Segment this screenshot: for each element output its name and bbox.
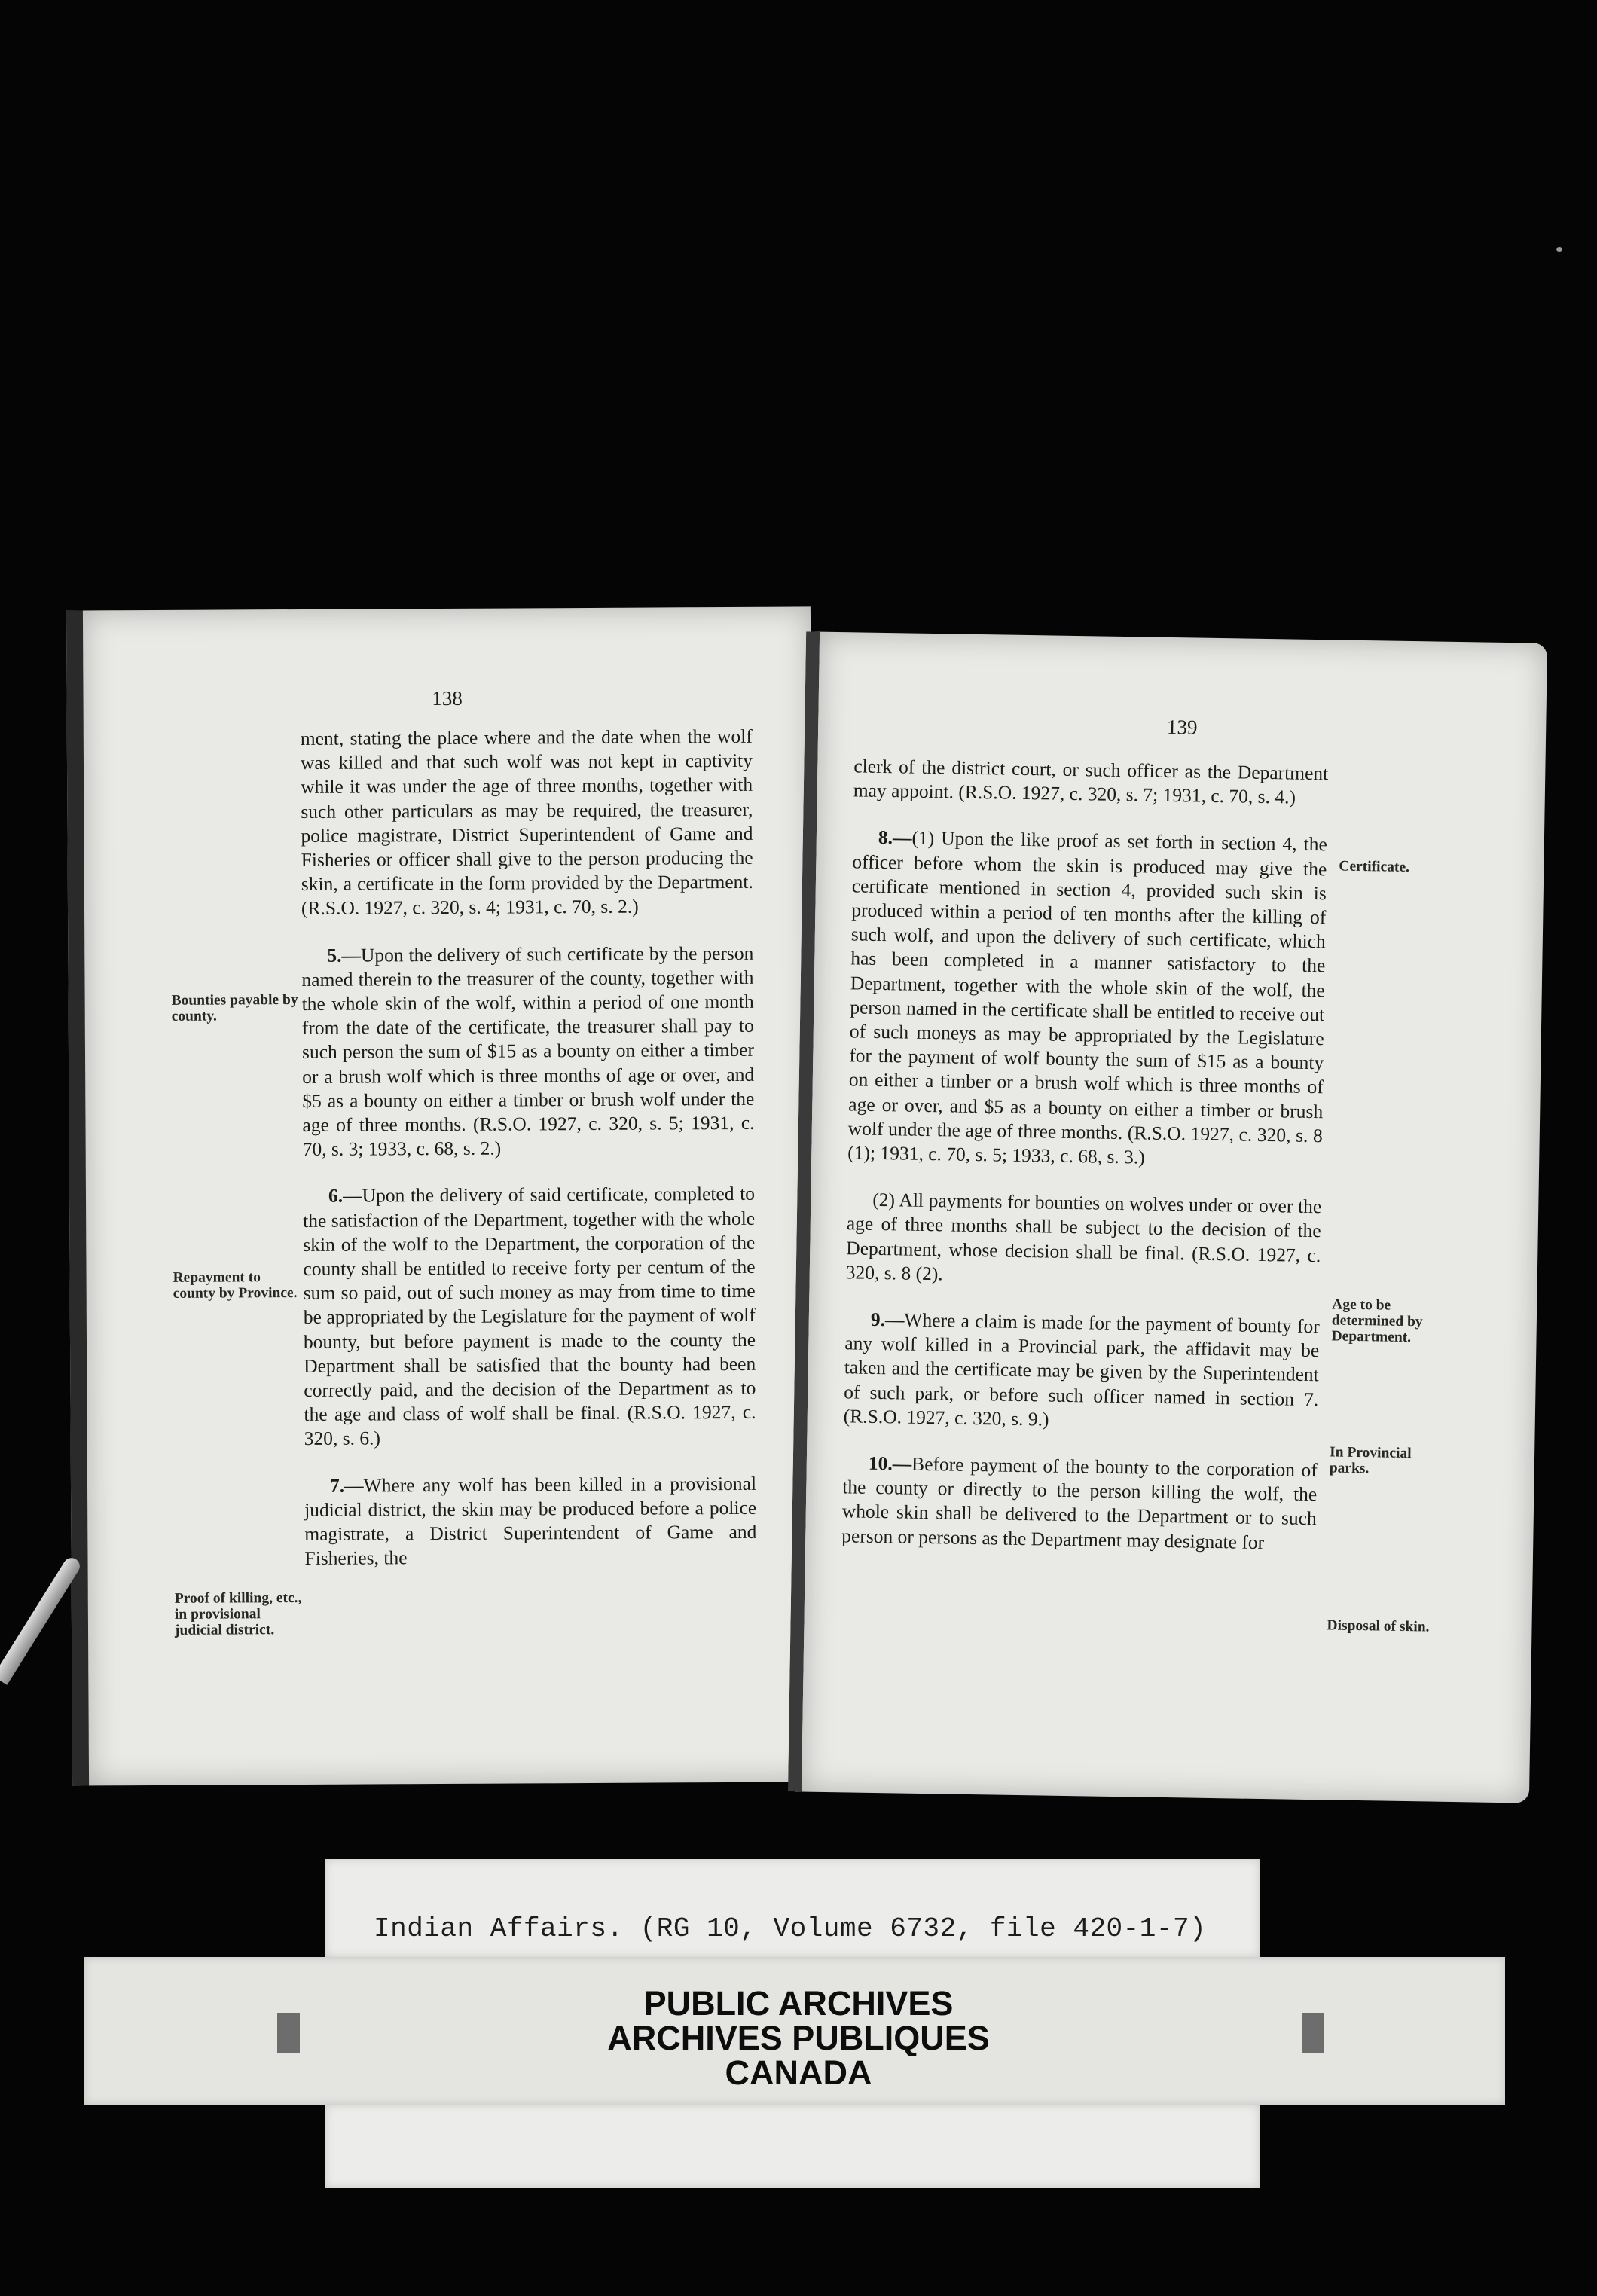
paragraph-section-8-1 [847,826,1327,1173]
open-book [69,609,1547,1806]
right-page-text [841,754,1328,1556]
marginal-note: Certificate. [1339,858,1410,875]
section-number: 5.— [327,944,362,966]
file-reference: Indian Affairs. (RG 10, Volume 6732, file 420-1-7) [374,1913,1207,1944]
left-page-text [301,725,757,1571]
paragraph-section-6 [303,1182,756,1451]
section-text: Upon the delivery of said certificate, completed to the satisfaction of the Department, together with the whole skin of the wolf to the Department, the corporation of the county shall be entitled to receive forty per centum of the sum so paid, out of such money as may from time to time be appropriated by the Legislature for the payment of wolf bounty, but before payment is made to the county the Department shall be satisfied that the bounty had been correctly paid, and the decision of the Department as to the age and class of wolf shall be final. (R.S.O. 1927, c. 320, s. 6.) [303,1183,756,1450]
paragraph-continuation: clerk of the district court, or such officer as the Department may appoint. (R.S.O. 1927, c. 320, s. 7; 1931, c. 70, s. 4.) [853,755,1329,808]
marginal-note: Disposal of skin. [1327,1617,1430,1635]
stamp-line-3: CANADA [725,2053,872,2092]
section-text: Where a claim is made for the payment of bounty for any wolf killed in a Provincial park, the affidavit may be taken and the certificate may be given by the Superintendent of such park, or before such officer named in section 7. (R.S.O. 1927, c. 320, s. 9.) [843,1308,1320,1430]
section-number: 7.— [329,1474,364,1497]
stamp-line-1: PUBLIC ARCHIVES [643,1984,954,2023]
section-text: Where any wolf has been killed in a provisional judicial district, the skin may be produced before a police magistrate, a District Superintendent of Game and Fisheries, the [304,1472,757,1570]
left-page [66,606,817,1785]
section-number: 8.— [878,826,912,850]
page-number-left: 138 [432,686,463,710]
section-number: 10.— [868,1452,912,1475]
stamp-line-2: ARCHIVES PUBLIQUES [607,2019,990,2057]
paragraph-continuation: ment, stating the place where and the date when the wolf was killed and that such wolf was not kept in captivity while it was under the age of three months, together with such other particulars as may be required, the treasurer, police magistrate, District Superintendent of Game and Fisheries or officer shall give to the person producing the skin, a certificate in the form provided by the Department. (R.S.O. 1927, c. 320, s. 4; 1931, c. 70, s. 2.) [300,725,753,920]
section-text: (1) Upon the like proof as set forth in section 4, the officer before whom the skin is produced may give the certificate mentioned in section 4, provided such skin is produced within a period of ten months after the killing of such wolf, and upon the delivery of such certificate, which has been completed in a manner satisfactory to the Department, together with the whole skin of the wolf, the person named in the certificate shall be entitled to receive out of such moneys as may be appropriated by the Legislature for the payment of wolf bounty the sum of $15 as a bounty on either a timber or a brush wolf which is three months of age or over, and $5 as a bounty on either a timber or brush wolf under the age of three months. (R.S.O. 1927, c. 320, s. 8 (1); 1931, c. 70, s. 5; 1933, c. 68, s. 3.) [847,827,1328,1168]
paragraph-section-8-2: (2) All payments for bounties on wolves under or over the age of three months shall be subject to the decision of the Department, whose decision shall be final. (R.S.O. 1927, c. 320, s. 8 (2). [845,1189,1322,1285]
archive-card-bottom [325,2105,1260,2188]
section-number: 9.— [870,1308,905,1331]
marginal-note: Repayment to county by Province. [173,1269,298,1302]
marginal-note: In Provincial parks. [1329,1444,1412,1477]
right-page [788,631,1547,1803]
paragraph-section-5 [301,941,755,1162]
marginal-note: Age to be determined by Department. [1331,1296,1423,1346]
paragraph-section-7 [304,1472,757,1571]
paragraph-section-10 [841,1451,1318,1556]
page-number-right: 139 [1166,715,1198,739]
section-number: 6.— [328,1185,362,1208]
section-text: Before payment of the bounty to the corporation of the county or directly to the person killing the wolf, the whole skin shall be delivered to the Department or to such person or persons as the Department may designate for [841,1452,1318,1553]
marginal-note: Bounties payable by county. [171,991,298,1024]
section-text: Upon the delivery of such certificate by the person named therein to the treasurer of the county, together with the whole skin of the wolf, within a period of one month from the date of the certificate, the treasurer shall pay to such person the sum of $15 as a bounty on either a timber or a brush wolf which is three months of age or over, and $5 as a bounty on either a timber or brush wolf under the age of three months. (R.S.O. 1927, c. 320, s. 5; 1931, c. 70, s. 3; 1933, c. 68, s. 2.) [301,942,755,1161]
film-speck [1556,247,1562,252]
marginal-note: Proof of killing, etc., in provisional judicial district. [174,1589,302,1638]
paragraph-section-9 [844,1307,1320,1436]
